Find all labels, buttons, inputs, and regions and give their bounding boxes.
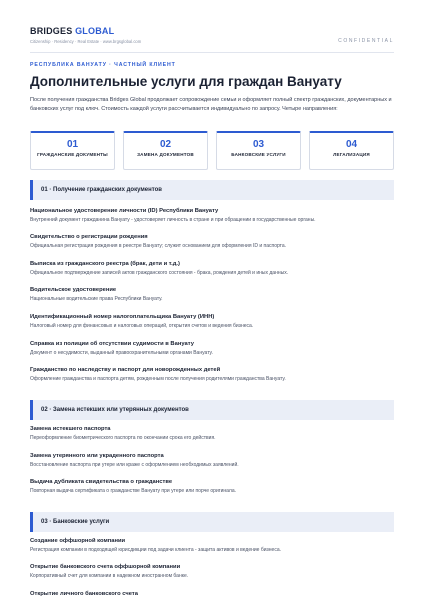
service-description: Переоформление биометрического паспорта по окончании срока его действия. [30, 435, 216, 441]
service-item [30, 234, 394, 249]
section-header-banking: 03 · Банковские услуги [30, 512, 394, 532]
service-item [30, 591, 394, 597]
category-card-1 [30, 131, 115, 170]
card-number: 04 [345, 139, 358, 150]
category-card-3 [216, 131, 301, 170]
service-description: Внутренний документ гражданина Вануату - удостоверяет личность в стране и при обращении в государственные органы. [30, 217, 316, 223]
service-description: Оформление гражданства и паспорта детям, рожденным после получения родителями гражданства Вануату. [30, 376, 286, 382]
service-title: Идентификационный номер налогоплательщика Вануату (ИНН) [30, 314, 215, 320]
kicker: РЕСПУБЛИКА ВАНУАТУ · ЧАСТНЫЙ КЛИЕНТ [30, 62, 176, 68]
service-title: Создание оффшорной компании [30, 538, 126, 544]
service-item [30, 479, 394, 494]
header-divider [30, 52, 394, 53]
service-description: Корпоративный счет для компании в надежном иностранном банке. [30, 573, 189, 579]
card-number: 02 [159, 139, 172, 150]
service-title: Водительское удостоверение [30, 287, 117, 293]
service-item [30, 208, 394, 223]
service-title: Национальное удостоверение личности (ID) Республики Вануату [30, 208, 219, 214]
document-header [30, 26, 394, 54]
service-title: Справка из полиции об отсутствии судимости в Вануату [30, 341, 194, 347]
service-title: Свидетельство о регистрации рождения [30, 234, 148, 240]
page-title: Дополнительные услуги для граждан Вануату [30, 74, 342, 89]
service-item [30, 538, 394, 553]
intro-paragraph: После получения гражданства Bridges Global продолжает сопровождение семьи и оформляет полный спектр гражданских, документарных и банковских услуг под ключ. Стоимость каждой услуги рассчитывается индивидуально по запросу. Четыре направления: [30, 97, 392, 113]
service-item [30, 314, 394, 329]
service-item [30, 367, 394, 382]
service-item [30, 453, 394, 468]
service-title: Открытие личного банковского счета [30, 591, 138, 597]
service-description: Документ о несудимости, выданный правоохранительными органами Вануату. [30, 350, 213, 356]
service-title: Выписка из гражданского реестра (брак, дети и т.д.) [30, 261, 180, 267]
card-number: 01 [66, 139, 79, 150]
brand-tagline: Citizenship · Residency · Real Estate · www.brgsglobal.com [30, 39, 142, 44]
service-title: Гражданство по наследству и паспорт для новорожденных детей [30, 367, 221, 373]
brand-logo [30, 26, 394, 36]
brand-accent: GLOBAL [75, 26, 115, 36]
brand-main: BRIDGES [30, 26, 73, 36]
service-item [30, 564, 394, 579]
card-label: БАНКОВСКИЕ УСЛУГИ [231, 152, 286, 157]
service-description: Регистрация компании в подходящей юрисдикции под задачи клиента - защита активов и ведение бизнеса. [30, 547, 282, 553]
card-number: 03 [252, 139, 265, 150]
category-card-4 [309, 131, 394, 170]
service-description: Официальное подтверждение записей актов гражданского состояния - брака, рождения детей и иных данных. [30, 270, 289, 276]
service-description: Национальные водительские права Республики Вануату. [30, 296, 163, 302]
section-header-document-replacement: 02 · Замена истекших или утерянных документов [30, 400, 394, 420]
category-cards [30, 131, 394, 170]
service-description: Восстановление паспорта при утере или краже с оформлением необходимых заявлений. [30, 462, 239, 468]
service-item [30, 426, 394, 441]
service-item [30, 261, 394, 276]
card-label: ЗАМЕНА ДОКУМЕНТОВ [137, 152, 194, 157]
confidential-label: CONFIDENTIAL [338, 38, 394, 44]
service-title: Замена утерянного или украденного паспорта [30, 453, 164, 459]
service-description: Налоговый номер для финансовых и налоговых операций, открытия счетов и ведения бизнеса. [30, 323, 254, 329]
section-header-civil-documents: 01 · Получение гражданских документов [30, 180, 394, 200]
category-card-2 [123, 131, 208, 170]
service-description: Официальная регистрация рождения в реестре Вануату; служит основанием для оформления ID и паспорта. [30, 243, 287, 249]
service-item [30, 287, 394, 302]
card-label: ЛЕГАЛИЗАЦИЯ [333, 152, 370, 157]
service-title: Открытие банковского счета оффшорной компании [30, 564, 181, 570]
service-description: Повторная выдача сертификата о гражданстве Вануату при утере или порче оригинала. [30, 488, 236, 494]
service-title: Замена истекшего паспорта [30, 426, 111, 432]
service-title: Выдача дубликата свидетельства о гражданстве [30, 479, 173, 485]
service-item [30, 341, 394, 356]
card-label: ГРАЖДАНСКИЕ ДОКУМЕНТЫ [37, 152, 108, 157]
